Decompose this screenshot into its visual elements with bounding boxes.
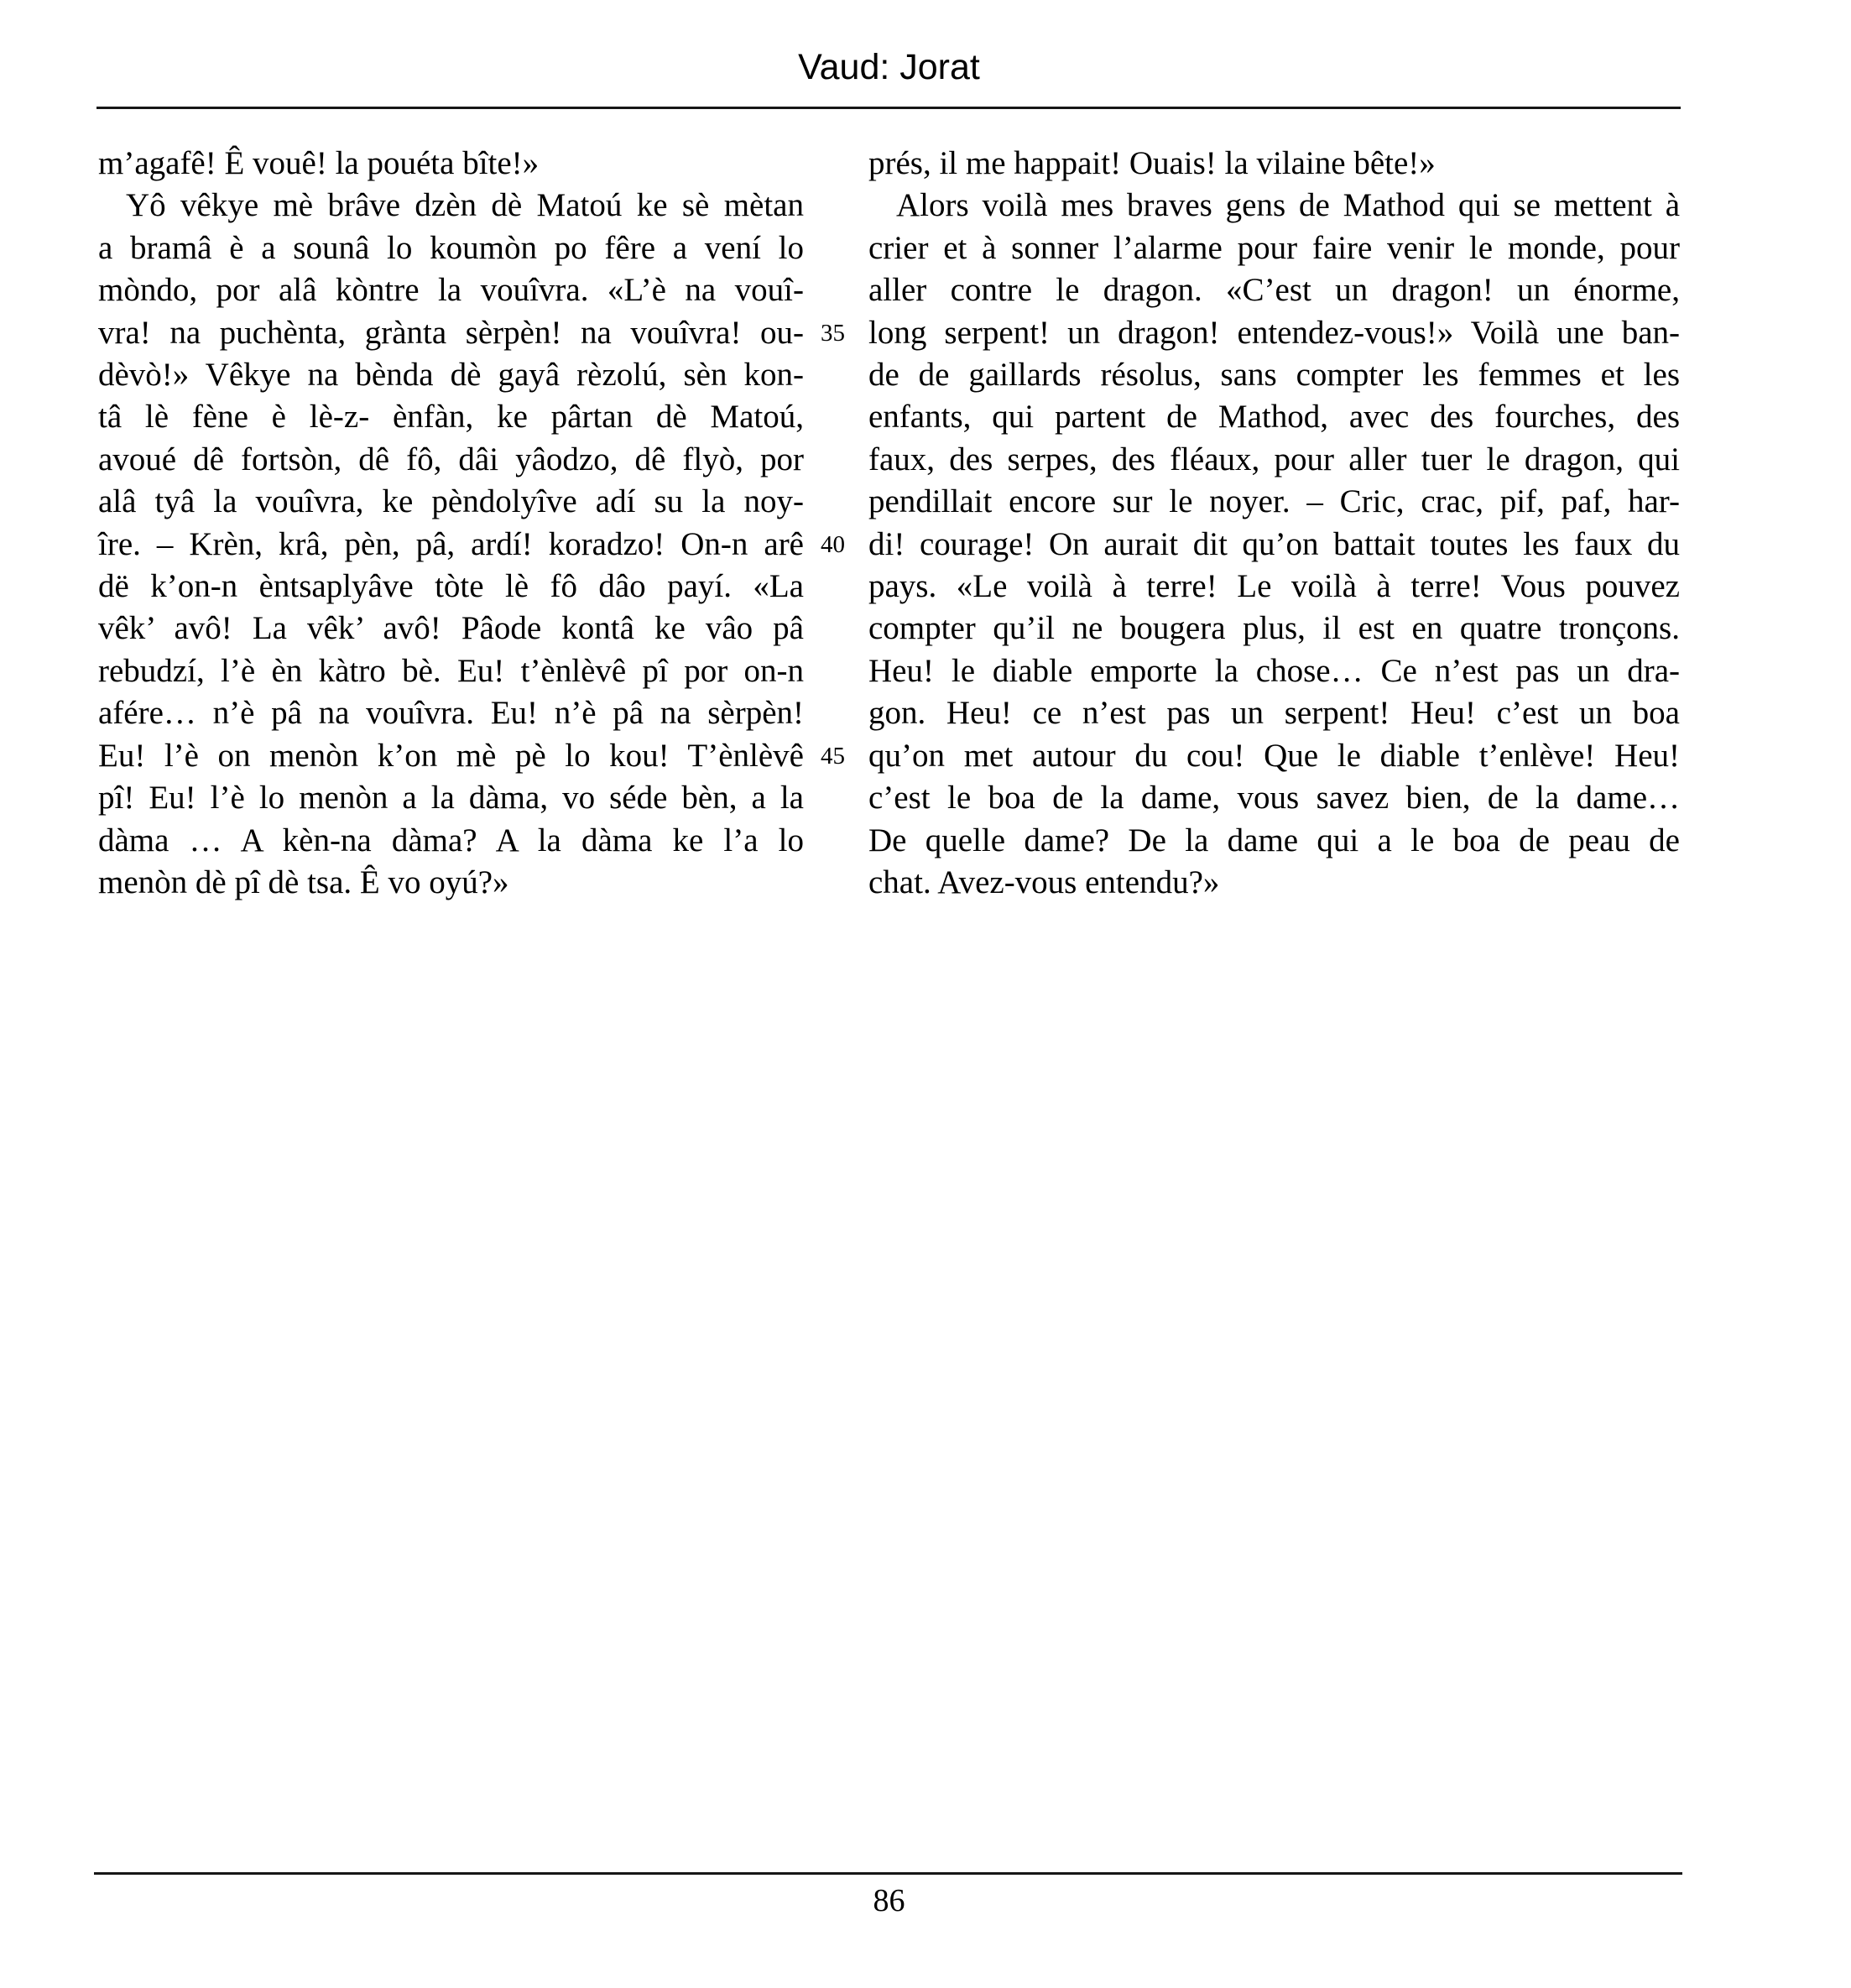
text-line: faux, des serpes, des fléaux, pour aller tuer le dragon, qui [868,441,1680,477]
line-number: 40 [821,530,845,558]
text-line: Alors voilà mes braves gens de Mathod qui se mettent à [896,187,1680,224]
text-line: vêk’ avô! La vêk’ avô! Pâode kontâ ke vâo pâ [98,610,804,647]
text-line: prés, il me happait! Ouais! la vilaine bête!» [868,145,1436,181]
text-line: Heu! le diable emporte la chose… Ce n’est pas un dra- [868,652,1680,689]
text-line: Eu! l’è on menòn k’on mè pè lo kou! T’ènlèvê [98,737,804,774]
text-line: pî! Eu! l’è lo menòn a la dàma, vo séde bèn, a la [98,780,804,817]
text-line: vra! na puchènta, grànta sèrpèn! na vouîvra! ou- [98,314,804,351]
text-line: gon. Heu! ce n’est pas un serpent! Heu! c’est un boa [868,695,1680,732]
text-line: dë k’on-n èntsaplyâve tòte lè fô dâo payí. «La [98,568,804,605]
page-number: 86 [873,1883,905,1918]
text-line: dèvò!» Vêkye na bènda dè gayâ rèzolú, sèn kon- [98,357,804,394]
text-line: compter qu’il ne bougera plus, il est en quatre tronçons. [868,610,1680,647]
text-line: Yô vêkye mè brâve dzèn dè Matoú ke sè mètan [126,187,804,224]
french-column [868,143,1680,904]
text-line: a bramâ è a sounâ lo koumòn po fêre a vení lo [98,229,804,266]
text-line: pendillait encore sur le noyer. – Cric, crac, pif, paf, har- [868,483,1680,520]
text-line: c’est le boa de la dame, vous savez bien, de la dame… [868,780,1680,817]
text-line: m’agafê! Ê vouê! la pouéta bîte!» [98,145,540,181]
text-line: dàma … A kèn-na dàma? A la dàma ke l’a lo [98,822,804,858]
text-line: alâ tyâ la vouîvra, ke pèndolyîve adí su la noy- [98,483,804,520]
line-number: 45 [821,742,845,770]
text-line: afére… n’è pâ na vouîvra. Eu! n’è pâ na sèrpèn! [98,695,804,732]
text-line: enfants, qui partent de Mathod, avec des fourches, des [868,399,1680,436]
header-rule [96,107,1681,109]
line-number-gutter [804,143,868,904]
text-columns [98,143,1680,904]
text-line: De quelle dame? De la dame qui a le boa de peau de [868,822,1680,858]
footer-rule [94,1872,1682,1875]
text-line: de de gaillards résolus, sans compter les femmes et les [868,357,1680,394]
text-line: menòn dè pî dè tsa. Ê vo oyú?» [98,864,509,900]
text-line: îre. – Krèn, krâ, pèn, pâ, ardí! koradzo! On-n arê [98,525,804,562]
patois-column [98,143,804,904]
text-line: qu’on met autour du cou! Que le diable t’enlève! Heu! [868,737,1680,774]
text-line: mòndo, por alâ kòntre la vouîvra. «L’è na vouî- [98,272,804,309]
text-line: chat. Avez-vous entendu?» [868,864,1220,900]
text-line: tâ lè fène è lè-z- ènfàn, ke pârtan dè Matoú, [98,399,804,436]
page-header-title: Vaud: Jorat [798,47,980,87]
line-number: 35 [821,319,845,347]
text-line: rebudzí, l’è èn kàtro bè. Eu! t’ènlèvê pî por on-n [98,652,804,689]
text-line: long serpent! un dragon! entendez-vous!» Voilà une ban- [868,314,1680,351]
text-line: di! courage! On aurait dit qu’on battait toutes les faux du [868,525,1680,562]
text-line: aller contre le dragon. «C’est un dragon! un énorme, [868,272,1680,309]
text-line: pays. «Le voilà à terre! Le voilà à terre! Vous pouvez [868,568,1680,605]
text-line: avoué dê fortsòn, dê fô, dâi yâodzo, dê flyò, por [98,441,804,477]
text-line: crier et à sonner l’alarme pour faire venir le monde, pour [868,229,1680,266]
